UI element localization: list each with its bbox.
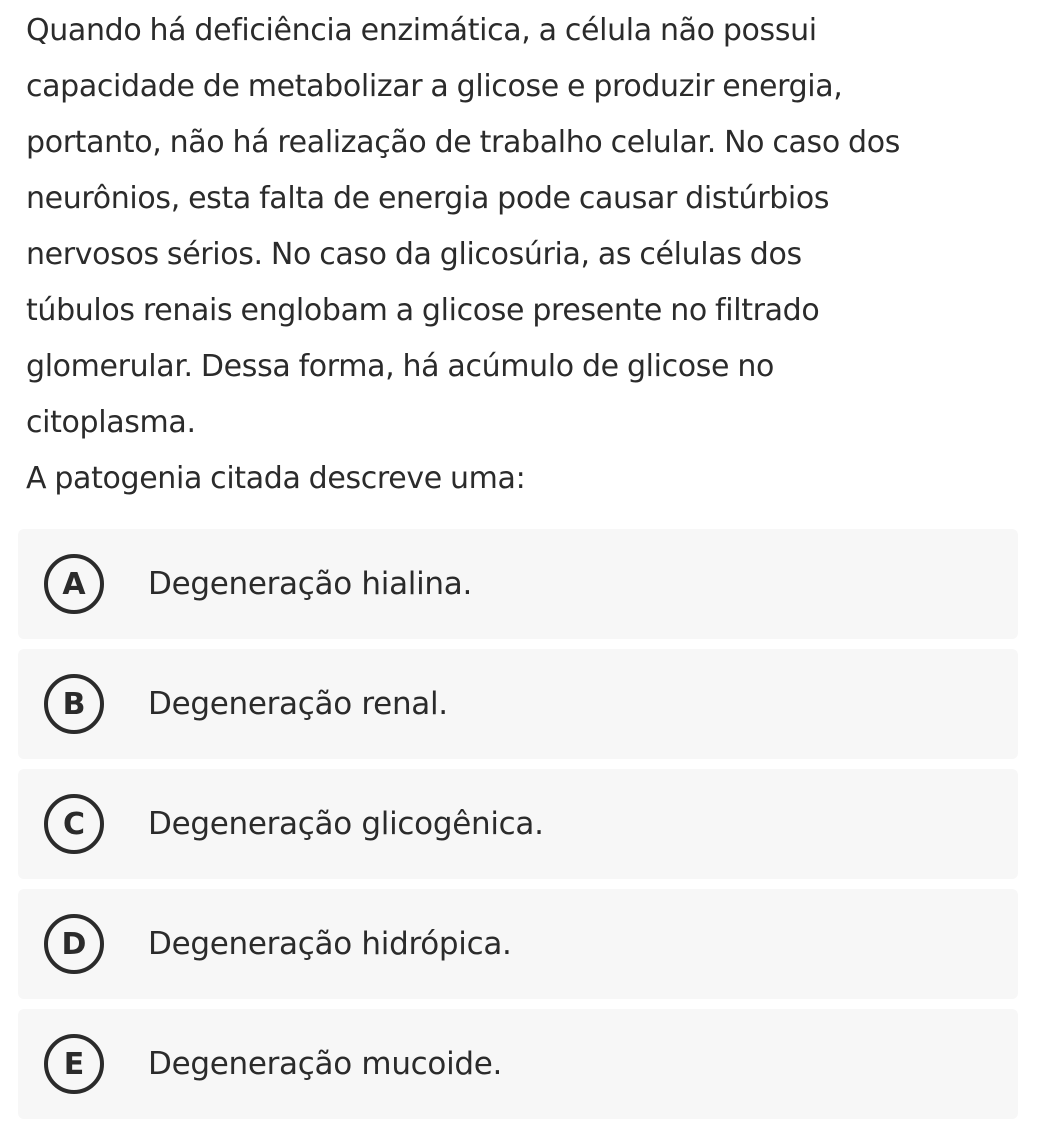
question-line: glomerular. Dessa forma, há acúmulo de glicose no [26, 349, 774, 384]
option-d[interactable] [18, 889, 1018, 999]
question-line: neurônios, esta falta de energia pode causar distúrbios [26, 181, 830, 216]
option-b[interactable] [18, 649, 1018, 759]
option-letter-badge: C [44, 794, 104, 854]
option-label: Degeneração hidrópica. [148, 926, 512, 962]
question-line: portanto, não há realização de trabalho celular. No caso dos [26, 125, 900, 160]
option-letter-badge: E [44, 1034, 104, 1094]
option-letter-badge: A [44, 554, 104, 614]
option-label: Degeneração mucoide. [148, 1046, 503, 1082]
question-line: nervosos sérios. No caso da glicosúria, as células dos [26, 237, 802, 272]
option-a[interactable] [18, 529, 1018, 639]
question-line: capacidade de metabolizar a glicose e produzir energia, [26, 69, 843, 104]
question-line: túbulos renais englobam a glicose presente no filtrado [26, 293, 820, 328]
option-letter-badge: D [44, 914, 104, 974]
option-letter-badge: B [44, 674, 104, 734]
question-prompt: A patogenia citada descreve uma: [26, 461, 526, 496]
option-label: Degeneração glicogênica. [148, 806, 544, 842]
question-statement [26, 3, 1026, 507]
option-label: Degeneração renal. [148, 686, 448, 722]
option-e[interactable] [18, 1009, 1018, 1119]
option-c[interactable] [18, 769, 1018, 879]
question-line: Quando há deficiência enzimática, a célula não possui [26, 13, 817, 48]
option-label: Degeneração hialina. [148, 566, 472, 602]
answer-options [18, 529, 1018, 1129]
question-line: citoplasma. [26, 405, 196, 440]
